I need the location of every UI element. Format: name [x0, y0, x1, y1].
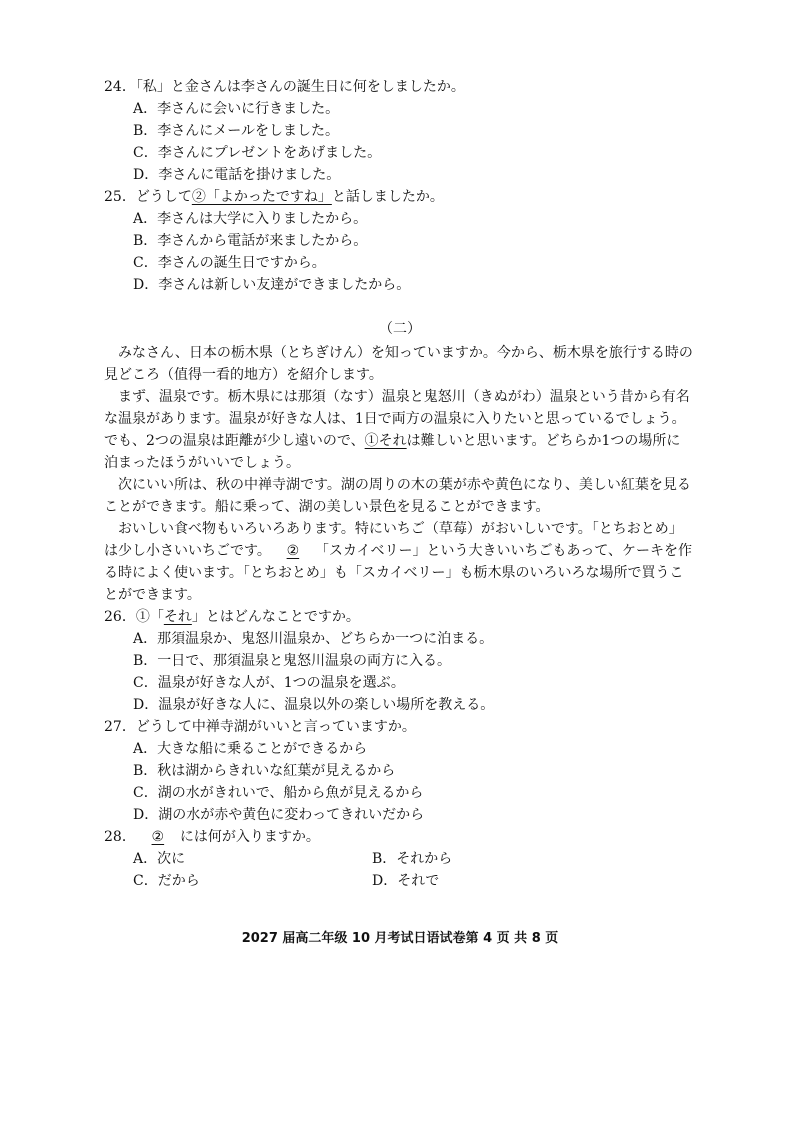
- passage-text: は少し小さいいちごです。: [104, 543, 271, 559]
- q26-stem-post: 」とはどんなことですか。: [191, 609, 360, 625]
- passage-line: ことができます。船に乗って、湖の美しい景色を見ることができます。: [104, 499, 550, 515]
- passage-line: [104, 430, 680, 452]
- q27-option-a: A．大きな船に乗ることができるから: [133, 741, 368, 757]
- passage-line: る時によく使います。「とちおとめ」も「スカイベリー」も栃木県のいろいろな場所で買うこ: [104, 565, 684, 581]
- question-28: [104, 826, 320, 848]
- q28-blank: ②: [151, 829, 165, 845]
- q26-option-c: C．温泉が好きな人が、1つの温泉を選ぶ。: [133, 675, 405, 691]
- q27-option-b: B．秋は湖からきれいな紅葉が見えるから: [133, 763, 396, 779]
- q25-option-b: B．李さんから電話が来ましたから。: [133, 233, 368, 249]
- passage-line: おいしい食べ物もいろいろあります。特にいちご（草莓）がおいしいです。「とちおとめ」: [118, 521, 683, 537]
- passage-line: まず、温泉です。栃木県には那須（なす）温泉と鬼怒川（きぬがわ）温泉という昔から有名: [118, 389, 690, 405]
- q26-option-a: A．那須温泉か、鬼怒川温泉か、どちらか一つに泊まる。: [133, 631, 494, 647]
- q25-option-c: C．李さんの誕生日ですから。: [133, 255, 326, 271]
- question-26: [104, 606, 360, 628]
- passage-line: とができます。: [104, 587, 201, 603]
- q24-option-a: A．李さんに会いに行きました。: [133, 101, 340, 117]
- passage-line: [104, 540, 692, 562]
- passage-line: 見どころ（值得一看的地方）を紹介します。: [104, 367, 383, 383]
- q28-option-c: C．だから: [133, 873, 200, 889]
- passage-text: でも、2つの温泉は距離が少し遠いので、: [104, 433, 365, 449]
- q28-stem-post: には何が入りますか。: [179, 829, 320, 845]
- passage-line: 泊まったほうがいいでしょう。: [104, 455, 300, 471]
- passage-text: 「スカイベリー」という大きいいちごもあって、ケーキを作: [314, 543, 693, 559]
- q27-option-d: D．湖の水が赤や黄色に変わってきれいだから: [133, 807, 425, 823]
- passage-line: みなさん、日本の栃木県（とちぎけん）を知っていますか。今から、栃木県を旅行する時の: [118, 345, 693, 361]
- q28-option-d: D．それで: [372, 873, 440, 889]
- q26-underlined: それ: [163, 609, 192, 625]
- question-25: [104, 186, 444, 208]
- passage-text: は難しいと思います。どちらか1つの場所に: [406, 433, 681, 449]
- passage-line: 次にいい所は、秋の中禅寺湖です。湖の周りの木の葉が赤や黄色になり、美しい紅葉を見る: [118, 477, 691, 493]
- q26-option-d: D．温泉が好きな人に、温泉以外の楽しい場所を教える。: [133, 697, 495, 713]
- q24-option-d: D．李さんに電話を掛けました。: [133, 167, 341, 183]
- q25-stem-pre: 25．どうして: [104, 189, 192, 205]
- q27-option-c: C．湖の水がきれいで、船から魚が見えるから: [133, 785, 424, 801]
- passage-line: な温泉があります。温泉が好きな人は、1日で両方の温泉に入りたいと思っているでしょう。: [104, 411, 686, 427]
- q24-option-c: C．李さんにプレゼントをあげました。: [133, 145, 382, 161]
- q24-option-b: B．李さんにメールをしました。: [133, 123, 340, 139]
- q28-option-b: B．それから: [372, 851, 453, 867]
- question-27: 27．どうして中禅寺湖がいいと言っていますか。: [104, 719, 416, 735]
- q26-option-b: B．一日で、那須温泉と鬼怒川温泉の両方に入る。: [133, 653, 452, 669]
- q26-stem-pre: 26．①「: [104, 609, 164, 625]
- question-24: 24．「私」と金さんは李さんの誕生日に何をしましたか。: [104, 79, 465, 95]
- page-footer: 2027 届高二年级 10 月考试日语试卷第 4 页 共 8 页: [241, 931, 559, 946]
- q25-stem-post: と話しましたか。: [331, 189, 444, 205]
- q25-option-d: D．李さんは新しい友達ができましたから。: [133, 277, 411, 293]
- underlined-sore: ①それ: [364, 433, 407, 449]
- q28-stem-pre: 28．: [104, 829, 136, 845]
- q28-option-a: A．次に: [133, 851, 186, 867]
- q25-underlined: ②「よかったですね」: [191, 189, 332, 205]
- section-heading: （二）: [379, 321, 421, 337]
- blank-2: ②: [286, 543, 300, 559]
- q25-option-a: A．李さんは大学に入りましたから。: [133, 211, 368, 227]
